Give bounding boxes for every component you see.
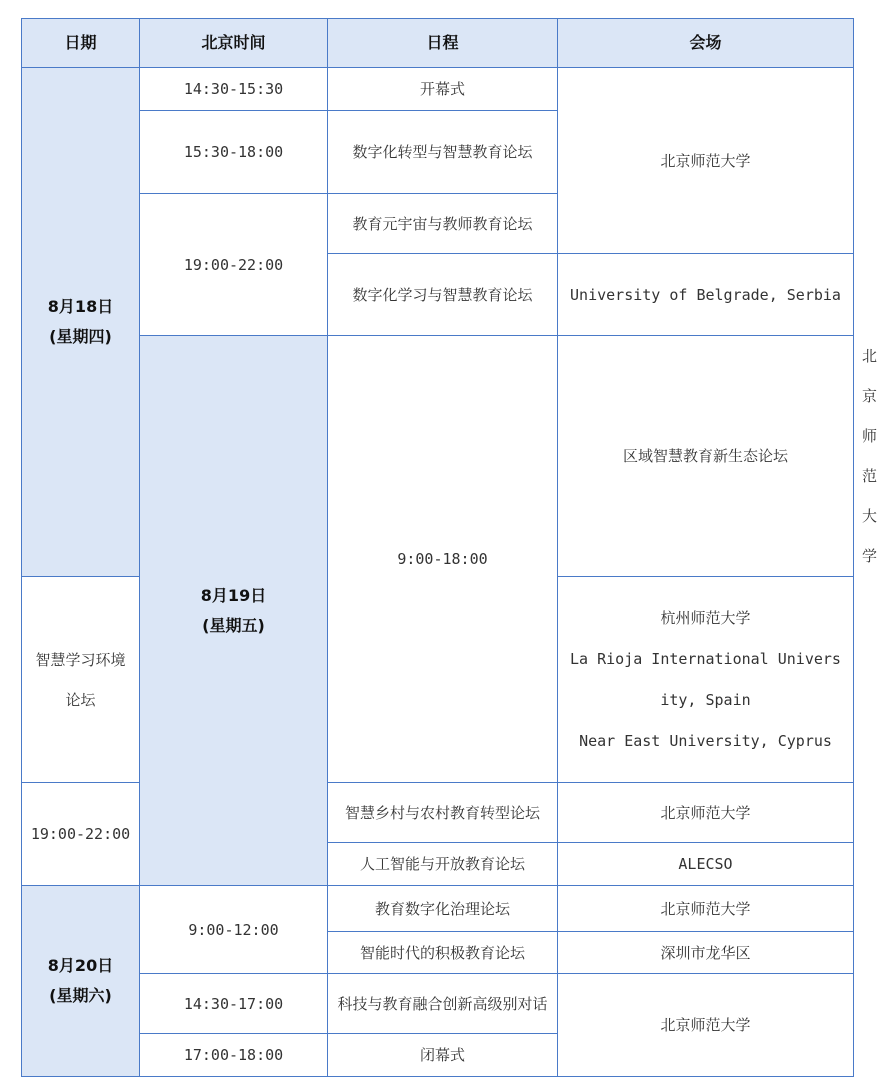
header-schedule: 日程 <box>328 19 558 68</box>
time-cell: 14:30-15:30 <box>140 68 328 111</box>
venue-cell: 北京师范大学 <box>558 783 854 843</box>
date-cell-aug19 <box>140 336 328 886</box>
event-cell: 数字化转型与智慧教育论坛 <box>328 111 558 194</box>
time-cell: 14:30-17:00 <box>140 974 328 1034</box>
table-row: 8月19日 (星期五) 9:00-18:00 区域智慧教育新生态论坛 北京师范大学 <box>22 336 854 577</box>
venue-line: La Rioja International University, Spain <box>570 649 841 709</box>
event-cell: 教育数字化治理论坛 <box>328 886 558 932</box>
event-cell: 人工智能与开放教育论坛 <box>328 843 558 886</box>
schedule-table <box>21 18 877 1077</box>
venue-cell-multi <box>558 577 854 783</box>
event-cell: 开幕式 <box>328 68 558 111</box>
venue-cell: University of Belgrade, Serbia <box>558 254 854 336</box>
weekday-label: (星期四) <box>49 327 112 346</box>
table-row <box>22 974 854 1034</box>
event-cell: 智慧学习环境论坛 <box>22 577 140 783</box>
table-row <box>22 68 854 111</box>
time-cell: 15:30-18:00 <box>140 111 328 194</box>
event-cell: 智能时代的积极教育论坛 <box>328 932 558 974</box>
venue-cell: 深圳市龙华区 <box>558 932 854 974</box>
weekday-label: (星期五) <box>202 615 265 635</box>
header-beijing-time: 北京时间 <box>140 19 328 68</box>
time-cell: 9:00-12:00 <box>140 886 328 974</box>
date-cell-aug20 <box>22 886 140 1077</box>
venue-cell: 北京师范大学 <box>558 68 854 254</box>
event-cell: 教育元宇宙与教师教育论坛 <box>328 194 558 254</box>
date-label: 8月18日 <box>47 297 114 316</box>
time-cell: 9:00-18:00 <box>328 336 558 783</box>
venue-line: 杭州师范大学 <box>660 608 751 627</box>
time-cell: 19:00-22:00 <box>22 783 140 886</box>
event-cell: 数字化学习与智慧教育论坛 <box>328 254 558 336</box>
venue-cell: ALECSO <box>558 843 854 886</box>
venue-line: Near East University, Cyprus <box>579 731 832 750</box>
event-cell: 闭幕式 <box>328 1034 558 1077</box>
header-row <box>22 19 854 68</box>
schedule-table-container <box>21 18 877 1077</box>
venue-cell: 北京师范大学 <box>558 886 854 932</box>
date-label: 8月19日 <box>200 585 267 605</box>
header-date: 日期 <box>22 19 140 68</box>
header-venue: 会场 <box>558 19 854 68</box>
event-cell: 区域智慧教育新生态论坛 <box>558 336 854 577</box>
weekday-label: (星期六) <box>49 986 112 1005</box>
event-cell: 科技与教育融合创新高级别对话 <box>328 974 558 1034</box>
event-cell: 智慧乡村与农村教育转型论坛 <box>328 783 558 843</box>
date-label: 8月20日 <box>47 956 114 975</box>
date-cell-aug18 <box>22 68 140 577</box>
table-row <box>22 886 854 932</box>
time-cell: 19:00-22:00 <box>140 194 328 336</box>
venue-cell: 北京师范大学 <box>558 974 854 1077</box>
time-cell: 17:00-18:00 <box>140 1034 328 1077</box>
